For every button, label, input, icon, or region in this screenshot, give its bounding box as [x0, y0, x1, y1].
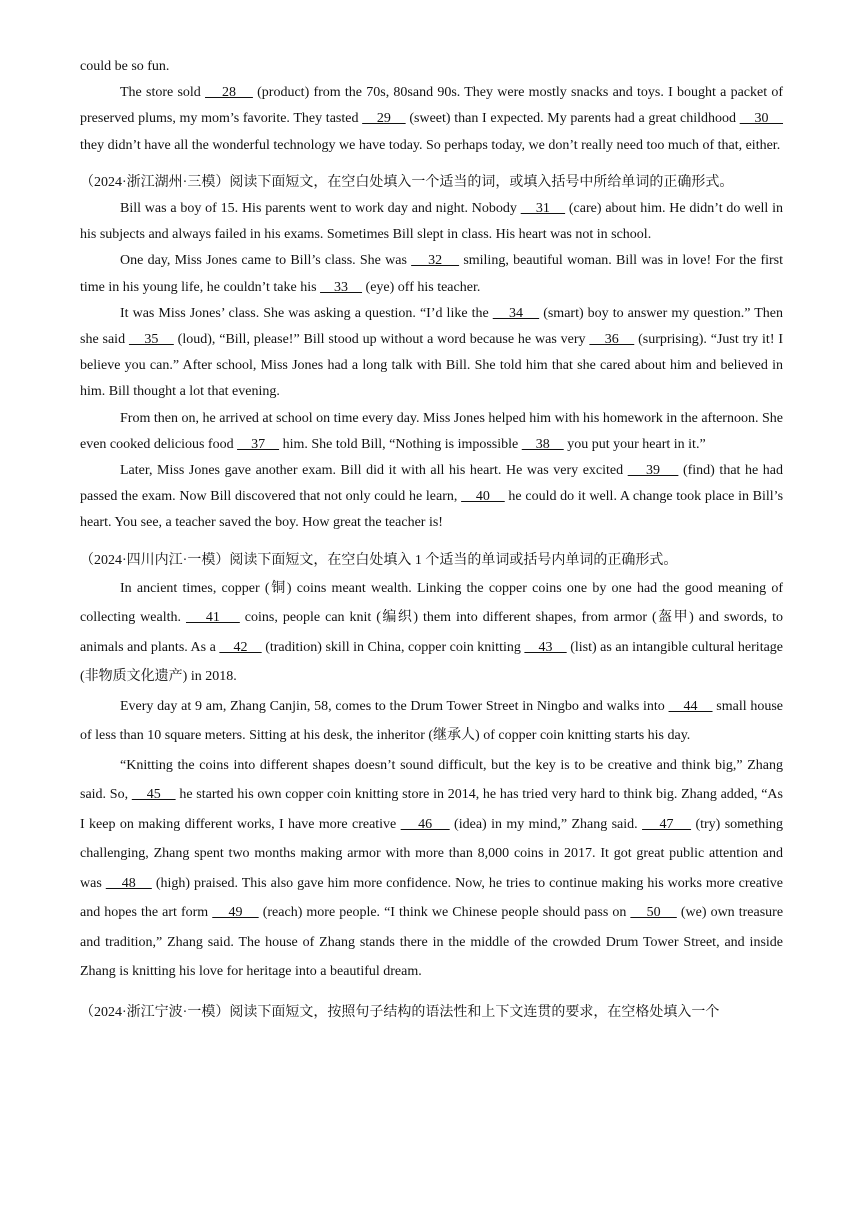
text-run: coins, people can knit (编织) them into different shapes, from armor (盔甲) and swords, to animals and plants. As a: [80, 610, 784, 655]
blank-48[interactable]: 48: [105, 875, 152, 891]
paragraph: [80, 751, 783, 987]
text-run: (product) from the 70s, 80sand 90s. They were mostly snacks and toys. I bought a packet of preserved plums, my mom’s favorite. They tasted: [80, 85, 784, 127]
text-run: (try) something challenging, Zhang spent two months making armor with more than 8,000 coins in 2017. It got great public attention and was: [80, 816, 784, 891]
blank-40[interactable]: 40: [461, 489, 505, 505]
text-run: (list) as an intangible cultural heritage (非物质文化遗产) in 2018.: [80, 639, 784, 685]
text-run: he could do it well. A change took place in Bill’s heart. You see, a teacher saved the boy. How great the teacher is!: [80, 489, 784, 531]
blank-29[interactable]: 29: [362, 111, 406, 127]
paragraph: [80, 196, 783, 248]
text-run: (idea) in my mind,” Zhang said.: [449, 816, 643, 832]
text-run: you put your heart in it.”: [563, 436, 706, 452]
paragraph: [80, 574, 783, 692]
passage-1-body: [80, 80, 783, 159]
paragraph: [80, 458, 783, 537]
paragraph: [80, 692, 783, 751]
blank-30[interactable]: 30: [739, 111, 784, 127]
blank-41[interactable]: 41: [185, 610, 240, 626]
blank-43[interactable]: 43: [524, 639, 567, 655]
paragraph: [80, 406, 783, 458]
passage-2-body: [80, 196, 783, 537]
paragraph: [80, 80, 783, 159]
blank-49[interactable]: 49: [212, 905, 259, 921]
blank-35[interactable]: 35: [128, 332, 174, 348]
text-run: Later, Miss Jones gave another exam. Bill did it with all his heart. He was very excited: [120, 463, 628, 479]
blank-45[interactable]: 45: [131, 787, 176, 803]
text-run: (reach) more people. “I think we Chinese people should pass on: [258, 905, 631, 921]
text-run: (high) praised. This also gave him more confidence. Now, he tries to continue making his works more creative and hopes the art form: [80, 875, 783, 921]
blank-28[interactable]: 28: [205, 85, 253, 101]
text-run: smiling, beautiful woman. Bill was in love! For the first time in his young life, he couldn’t take his: [80, 253, 784, 295]
text-run: (tradition) skill in China, copper coin knitting: [261, 639, 525, 655]
text-run: It was Miss Jones’ class. She was asking a question. “I’d like the: [120, 305, 493, 321]
text-run: (eye) off his teacher.: [362, 279, 481, 295]
blank-31[interactable]: 31: [520, 201, 566, 217]
blank-46[interactable]: 46: [400, 816, 450, 832]
text-run: (smart) boy to answer my question.” Then she said: [80, 305, 784, 348]
passage-4-header: （2024·浙江宁波·一模）阅读下面短文，按照句子结构的语法性和上下文连贯的要求，在空格处填入一个: [80, 1004, 720, 1020]
text-run: he started his own copper coin knitting store in 2014, he has tried very hard to think big. Zhang added, “As I keep on making different works, I have more creative: [80, 787, 783, 832]
blank-39[interactable]: 39: [627, 463, 679, 479]
text-run: (loud), “Bill, please!” Bill stood up without a word because he was very: [173, 332, 590, 348]
text-run: Every day at 9 am, Zhang Canjin, 58, comes to the Drum Tower Street in Ningbo and walks into: [120, 698, 669, 714]
text-run: (find) that he had passed the exam. Now Bill discovered that not only could he learn,: [80, 463, 784, 505]
passage-3-body: [80, 574, 783, 987]
paragraph: [80, 301, 783, 406]
text-run: him. She told Bill, “Nothing is impossible: [279, 436, 522, 452]
passage-2-header: （2024·浙江湖州·三模）阅读下面短文，在空白处填入一个适当的词，或填入括号中所给单词的正确形式。: [80, 174, 734, 190]
text-run: they didn’t have all the wonderful technology we have today. So perhaps today, we don’t really need too much of that, either.: [80, 137, 781, 153]
text-run: small house of less than 10 square meters. Sitting at his desk, the inheritor (继承人) of copper coin knitting starts his day.: [80, 698, 784, 744]
blank-32[interactable]: 32: [411, 253, 460, 269]
text-run: The store sold: [120, 85, 206, 101]
blank-42[interactable]: 42: [219, 639, 262, 655]
blank-37[interactable]: 37: [237, 436, 280, 452]
paragraph: [80, 248, 783, 300]
text-run: (surprising). “Just try it! I believe you can.” After school, Miss Jones had a long talk with Bill. She told him that she cared about him and believed in him. Bill thought a lot that evening.: [80, 332, 784, 400]
text-run: One day, Miss Jones came to Bill’s class. She was: [120, 253, 412, 269]
blank-44[interactable]: 44: [668, 698, 713, 714]
text-run: From then on, he arrived at school on time every day. Miss Jones helped him with his homework in the afternoon. She even cooked delicious food: [80, 410, 783, 452]
intro-tail: could be so fun.: [80, 59, 170, 74]
document-page: [80, 54, 783, 1026]
blank-33[interactable]: 33: [320, 279, 363, 295]
text-run: (sweet) than I expected. My parents had a great childhood: [405, 111, 740, 127]
text-run: (care) about him. He didn’t do well in his subjects and always failed in his exams. Sometimes Bill slept in class. His heart was not in school.: [80, 201, 783, 243]
blank-38[interactable]: 38: [521, 436, 564, 452]
text-run: (we) own treasure and tradition,” Zhang said. The house of Zhang stands there in the middle of the crowded Drum Tower Street, and inside Zhang is knitting his love for heritage into a beautiful dream.: [80, 905, 784, 980]
text-run: In ancient times, copper (铜) coins meant wealth. Linking the copper coins one by one had the good meaning of collecting wealth.: [80, 580, 783, 626]
blank-47[interactable]: 47: [642, 816, 692, 832]
blank-36[interactable]: 36: [589, 332, 635, 348]
text-run: Bill was a boy of 15. His parents went to work day and night. Nobody: [120, 201, 521, 217]
text-run: “Knitting the coins into different shapes doesn’t sound difficult, but the key is to be creative and think big,” Zhang said. So,: [80, 757, 783, 803]
blank-34[interactable]: 34: [492, 305, 540, 321]
blank-50[interactable]: 50: [630, 905, 677, 921]
passage-3-header: （2024·四川内江·一模）阅读下面短文，在空白处填入 1 个适当的单词或括号内单词的正确形式。: [80, 552, 678, 568]
